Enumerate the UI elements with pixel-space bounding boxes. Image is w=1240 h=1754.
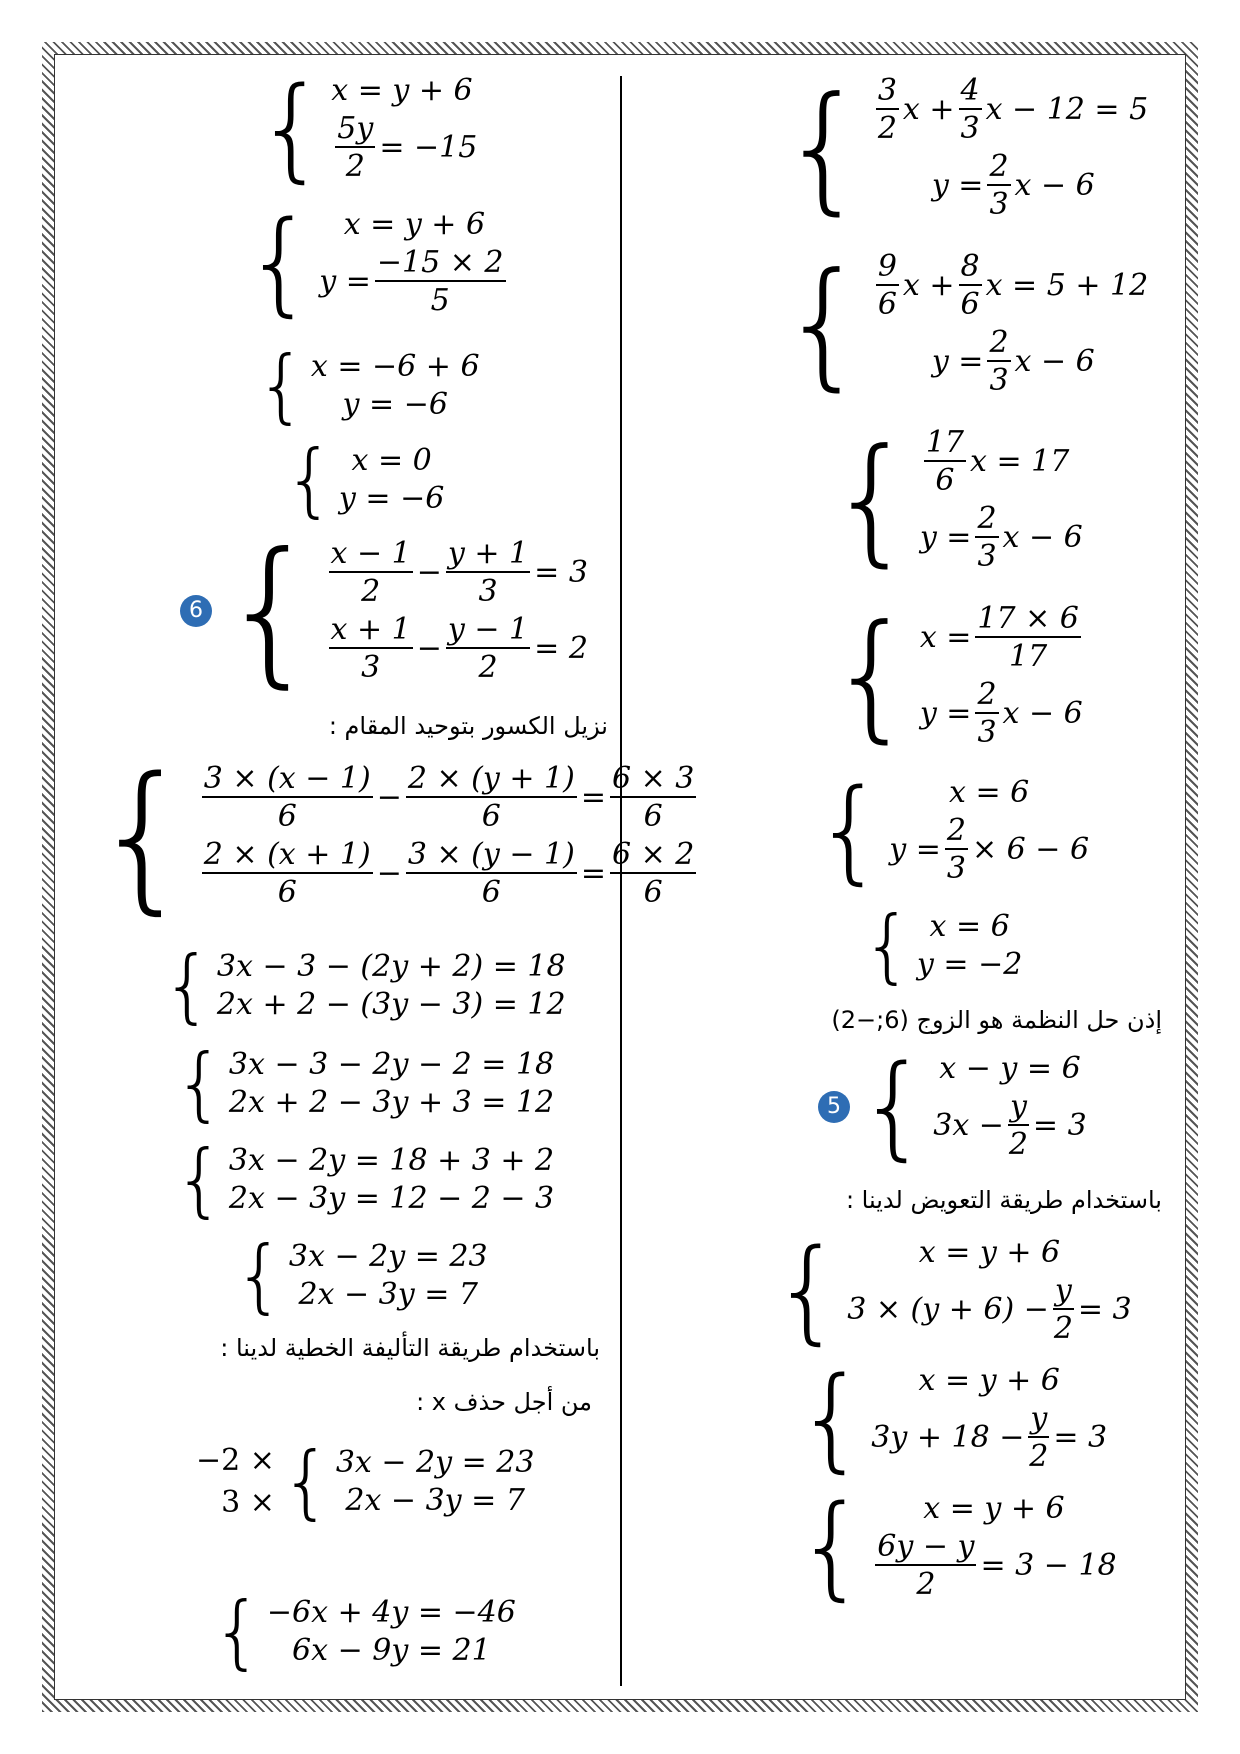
step-denominator-text: نزيل الكسور بتوحيد المقام : bbox=[328, 712, 608, 740]
expr: x = −6 + 6 bbox=[310, 349, 480, 384]
method-substitution-text: باستخدام طريقة التعويض لدينا : bbox=[845, 1186, 1162, 1214]
denominator: 2 bbox=[916, 1567, 936, 1602]
multiplier: −2 × bbox=[196, 1443, 275, 1478]
problem-number-badge: 5 bbox=[818, 1091, 850, 1123]
denominator: 3 bbox=[989, 363, 1009, 398]
expr: 3 × (y + 6) − bbox=[847, 1292, 1049, 1327]
numerator: −15 × 2 bbox=[376, 245, 504, 280]
numerator: y bbox=[1054, 1273, 1072, 1308]
problem-6: 6 { $\frac{x - 1}{2}$ − $\frac{y + 1}{3}$ = 3 $\frac{x + 1}{3}$ − $\frac{y - 1}{2}$ = 2 bbox=[180, 532, 588, 690]
expr: y = bbox=[931, 344, 984, 379]
system-b5: { 3x − 2y = 23 2x − 3y = 7 bbox=[234, 1229, 488, 1322]
system-b4: { 3x − 2y = 18 + 3 + 2 2x − 3y = 12 − 2 − 3 bbox=[174, 1133, 555, 1226]
expr: x + bbox=[902, 268, 955, 303]
expr: y = −6 bbox=[338, 481, 445, 516]
expr: 3x − 2y = 23 bbox=[335, 1445, 535, 1480]
expr: = 3 bbox=[1053, 1420, 1108, 1455]
expr: − bbox=[376, 856, 402, 891]
numerator: 9 bbox=[877, 249, 897, 284]
system-t3: { x = y + 6 $\frac{6y - y}{2}$ = 3 − 18 bbox=[796, 1482, 1117, 1612]
expr: x − 6 bbox=[1002, 520, 1083, 555]
numerator: 17 × 6 bbox=[977, 601, 1079, 636]
system-a2: { x = y + 6 y = $\frac{-15 \times 2}{5}$ bbox=[244, 198, 504, 328]
expr: 3x − 3 − (2y + 2) = 18 bbox=[216, 949, 566, 984]
numerator: y + 1 bbox=[447, 536, 529, 571]
system-a3: { x = −6 + 6 y = −6 bbox=[256, 339, 480, 432]
numerator: 2 bbox=[989, 325, 1009, 360]
expr: − bbox=[416, 555, 442, 590]
system-t1: { x = y + 6 3 × (y + 6) − $\frac{y}{2}$ = 3 bbox=[772, 1226, 1132, 1356]
expr: x − 6 bbox=[1014, 344, 1095, 379]
expr: 2x + 2 − 3y + 3 = 12 bbox=[228, 1085, 555, 1120]
expr: 2x − 3y = 7 bbox=[298, 1277, 478, 1312]
system-b3: { 3x − 3 − 2y − 2 = 18 2x + 2 − 3y + 3 = 12 bbox=[174, 1037, 555, 1130]
system-r5: { x = 6 y = $\frac{2}{3}$ × 6 − 6 bbox=[814, 766, 1090, 896]
problem-5: 5 { x − y = 6 3x − $\frac{y}{2}$ = 3 bbox=[818, 1050, 1087, 1164]
expr: x − 12 = 5 bbox=[985, 92, 1149, 127]
expr: x = 6 bbox=[949, 775, 1030, 810]
numerator: 8 bbox=[960, 249, 980, 284]
expr: = bbox=[580, 856, 606, 891]
numerator: 2 × (x + 1) bbox=[203, 837, 371, 872]
expr: −6x + 4y = −46 bbox=[266, 1595, 516, 1630]
eliminate-x-text: من أجل حذف x : bbox=[416, 1388, 592, 1416]
system-t2: { x = y + 6 3y + 18 − $\frac{y}{2}$ = 3 bbox=[796, 1354, 1108, 1484]
system-c1: −2 × 3 × { 3x − 2y = 23 2x − 3y = 7 bbox=[196, 1435, 535, 1528]
expr: − bbox=[416, 631, 442, 666]
conclusion-text: إذن حل النظمة هو الزوج (6;−2) bbox=[831, 1006, 1162, 1034]
numerator: y bbox=[1009, 1089, 1027, 1124]
expr: = 2 bbox=[534, 631, 588, 666]
expr: y = −6 bbox=[342, 387, 448, 422]
expr: − bbox=[376, 780, 402, 815]
expr: x = y + 6 bbox=[923, 1491, 1065, 1526]
numerator: 17 bbox=[925, 425, 964, 460]
expr: x − 6 bbox=[1002, 696, 1083, 731]
denominator: 3 bbox=[977, 715, 997, 750]
denominator: 6 bbox=[481, 799, 501, 834]
denominator: 2 bbox=[1053, 1311, 1073, 1346]
denominator: 6 bbox=[277, 799, 297, 834]
denominator: 6 bbox=[877, 287, 897, 322]
numerator: 2 bbox=[977, 677, 997, 712]
expr: = 3 − 18 bbox=[980, 1548, 1117, 1583]
expr: x = y + 6 bbox=[918, 1235, 1061, 1270]
expr: = 3 bbox=[1077, 1292, 1132, 1327]
denominator: 2 bbox=[877, 111, 897, 146]
denominator: 3 bbox=[361, 650, 381, 685]
denominator: 2 bbox=[361, 574, 381, 609]
denominator: 3 bbox=[960, 111, 980, 146]
numerator: 6y − y bbox=[877, 1529, 975, 1564]
denominator: 6 bbox=[643, 799, 663, 834]
numerator: 2 bbox=[977, 501, 997, 536]
denominator: 2 bbox=[345, 149, 365, 184]
multiplier: 3 × bbox=[221, 1485, 275, 1520]
numerator: 2 bbox=[989, 149, 1009, 184]
expr: x = 17 bbox=[970, 444, 1070, 479]
numerator: x − 1 bbox=[330, 536, 411, 571]
numerator: y − 1 bbox=[447, 612, 529, 647]
expr: = 3 bbox=[534, 555, 588, 590]
numerator: 2 × (y + 1) bbox=[407, 761, 575, 796]
expr: 2x − 3y = 7 bbox=[345, 1483, 525, 1518]
expr: 3x − 2y = 18 + 3 + 2 bbox=[228, 1143, 555, 1178]
denominator: 2 bbox=[1008, 1127, 1028, 1162]
expr: = 3 bbox=[1032, 1108, 1087, 1143]
numerator: 3 bbox=[877, 73, 897, 108]
numerator: 3 × (y − 1) bbox=[407, 837, 575, 872]
expr: y = bbox=[931, 168, 984, 203]
expr: 2x − 3y = 12 − 2 − 3 bbox=[228, 1181, 555, 1216]
expr: x = 5 + 12 bbox=[985, 268, 1149, 303]
expr: y = bbox=[889, 832, 941, 867]
expr: 3x − bbox=[933, 1108, 1004, 1143]
system-r3: { $\frac{17}{6}$ x = 17 y = $\frac{2}{3}$ x − 6 bbox=[828, 419, 1083, 580]
expr: 6x − 9y = 21 bbox=[292, 1633, 491, 1668]
expr: x = y + 6 bbox=[343, 207, 486, 242]
expr: x = 6 bbox=[929, 909, 1010, 944]
denominator: 17 bbox=[1009, 639, 1048, 674]
expr: 3x − 2y = 23 bbox=[288, 1239, 488, 1274]
denominator: 6 bbox=[960, 287, 980, 322]
denominator: 5 bbox=[430, 283, 450, 318]
expr: 3x − 3 − 2y − 2 = 18 bbox=[228, 1047, 555, 1082]
system-a1: { x = y + 6 $\frac{5y}{2}$ = −15 bbox=[256, 64, 478, 194]
denominator: 3 bbox=[946, 851, 966, 886]
system-r2: { $\frac{9}{6}$ x + $\frac{8}{6}$ x = 5 + 12 y = $\frac{2}{3}$ x − 6 bbox=[780, 243, 1149, 404]
numerator: 3 × (x − 1) bbox=[203, 761, 371, 796]
numerator: 2 bbox=[946, 813, 966, 848]
expr: x − y = 6 bbox=[939, 1051, 1081, 1086]
denominator: 3 bbox=[977, 539, 997, 574]
system-r1: { $\frac{3}{2}$ x + $\frac{4}{3}$ x − 12 = 5 y = $\frac{2}{3}$ x − 6 bbox=[780, 67, 1149, 228]
expr: x − 6 bbox=[1014, 168, 1095, 203]
numerator: 6 × 2 bbox=[611, 837, 695, 872]
expr: y = bbox=[319, 264, 371, 299]
system-b1: { $\frac{3 \times (x - 1)}{6}$ − $\frac{2 \times (y + 1)}{6}$ = $\frac{6 \times 3}{6}$ $\frac{2 \times (x + 1)}{6}$ − $\frac{3 \times (y - 1)}{6}$ = $\frac{6 \times 2}{6}$ bbox=[92, 742, 695, 929]
numerator: 6 × 3 bbox=[611, 761, 695, 796]
expr: x = y + 6 bbox=[918, 1363, 1060, 1398]
expr: × 6 − 6 bbox=[971, 832, 1090, 867]
numerator: y bbox=[1030, 1401, 1048, 1436]
numerator: 5y bbox=[337, 111, 374, 146]
expr: x = bbox=[919, 620, 972, 655]
expr: 2x + 2 − (3y − 3) = 12 bbox=[216, 987, 566, 1022]
expr: x + bbox=[902, 92, 955, 127]
expr: = −15 bbox=[379, 130, 478, 165]
denominator: 6 bbox=[935, 463, 955, 498]
expr: y = bbox=[919, 696, 972, 731]
denominator: 6 bbox=[277, 875, 297, 910]
method-linear-combination-text: باستخدام طريقة التأليفة الخطية لدينا : bbox=[220, 1334, 600, 1362]
system-r6: { x = 6 y = −2 bbox=[862, 899, 1023, 992]
system-r4: { x = $\frac{17 \times 6}{17}$ y = $\frac{2}{3}$ x − 6 bbox=[828, 595, 1083, 756]
numerator: x + 1 bbox=[330, 612, 411, 647]
expr: x = y + 6 bbox=[331, 73, 473, 108]
expr: y = bbox=[919, 520, 972, 555]
expr: x = 0 bbox=[351, 443, 432, 478]
expr: = bbox=[580, 780, 606, 815]
denominator: 6 bbox=[643, 875, 663, 910]
denominator: 3 bbox=[989, 187, 1009, 222]
denominator: 3 bbox=[478, 574, 498, 609]
expr: 3y + 18 − bbox=[871, 1420, 1025, 1455]
denominator: 6 bbox=[481, 875, 501, 910]
expr: y = −2 bbox=[916, 947, 1023, 982]
numerator: 4 bbox=[960, 73, 980, 108]
denominator: 2 bbox=[1029, 1439, 1049, 1474]
system-b2: { 3x − 3 − (2y + 2) = 18 2x + 2 − (3y − 3) = 12 bbox=[162, 939, 566, 1032]
denominator: 2 bbox=[478, 650, 498, 685]
system-a4: { x = 0 y = −6 bbox=[284, 433, 445, 526]
system-c2: { −6x + 4y = −46 6x − 9y = 21 bbox=[212, 1585, 516, 1678]
problem-number-badge: 6 bbox=[180, 595, 212, 627]
